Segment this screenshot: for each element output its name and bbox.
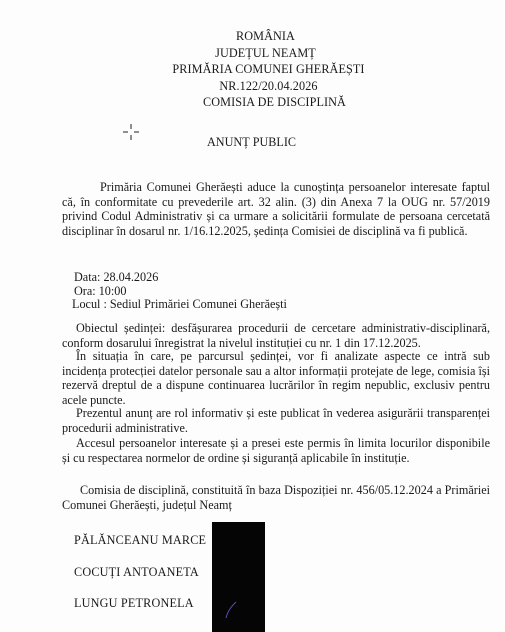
commission-paragraph: Comisia de disciplină, constituită în baza Dispoziției nr. 456/05.12.2024 a Primăriei Comunei Gherăești, județul Neamț xyxy=(62,483,490,512)
member-name: LUNGU PETRONELA xyxy=(74,596,194,610)
header-reference-number: NR.122/20.04.2026 xyxy=(219,78,318,93)
header-institution: PRIMĂRIA COMUNEI GHERĂEȘTI xyxy=(172,62,365,76)
member-name: PĂLĂNCEANU MARCE xyxy=(74,533,207,547)
objective-paragraph: Obiectul ședinței: desfășurarea procedurii de cercetare administrativ-disciplinară, conform dosarului înregistrat la nivelul instituției cu nr. 1 din 17.12.2025. xyxy=(62,321,490,350)
header-department: COMISIA DE DISCIPLINĂ xyxy=(203,95,346,109)
meeting-date: Data: 28.04.2026 xyxy=(74,270,159,284)
member-name: COCUȚI ANTOANETA xyxy=(74,565,199,579)
header-country: ROMÂNIA xyxy=(236,29,295,43)
document-title: ANUNȚ PUBLIC xyxy=(207,135,297,149)
situation-paragraph: În situația în care, pe parcursul ședinței, vor fi analizate aspecte ce intră sub incidența protecției datelor personale sau a altor informații protejate de lege, comisia își rezervă dreptul de a dispune continuarea lucrărilor în regim nepublic, exclusiv pentru acele puncte. xyxy=(62,349,490,407)
meeting-time: Ora: 10:00 xyxy=(74,284,127,298)
meeting-location: Locul : Sediul Primăriei Comunei Gherăești xyxy=(72,297,287,311)
intro-paragraph: Primăria Comunei Gherăești aduce la cunoștința persoanelor interesate faptul că, în conformitate cu prevederile art. 32 alin. (3) din Anexa 7 la OUG nr. 57/2019 privind Codul Administrativ și ca urmare a solicitării formulate de persoana cercetată disciplinar în dosarul nr. 1/16.12.2025, ședința Comisiei de disciplină va fi publică. xyxy=(62,180,490,238)
crosshair-icon xyxy=(123,124,139,140)
informative-paragraph: Prezentul anunț are rol informativ și este publicat în vederea asigurării transparenței procedurii administrative. xyxy=(62,406,490,435)
document-header xyxy=(0,28,505,111)
header-county: JUDEȚUL NEAMȚ xyxy=(215,45,316,60)
signature-stroke xyxy=(222,600,242,620)
access-paragraph: Accesul persoanelor interesate și a presei este permis în limita locurilor disponibile și cu respectarea normelor de ordine și siguranță aplicabile în instituție. xyxy=(62,436,490,465)
